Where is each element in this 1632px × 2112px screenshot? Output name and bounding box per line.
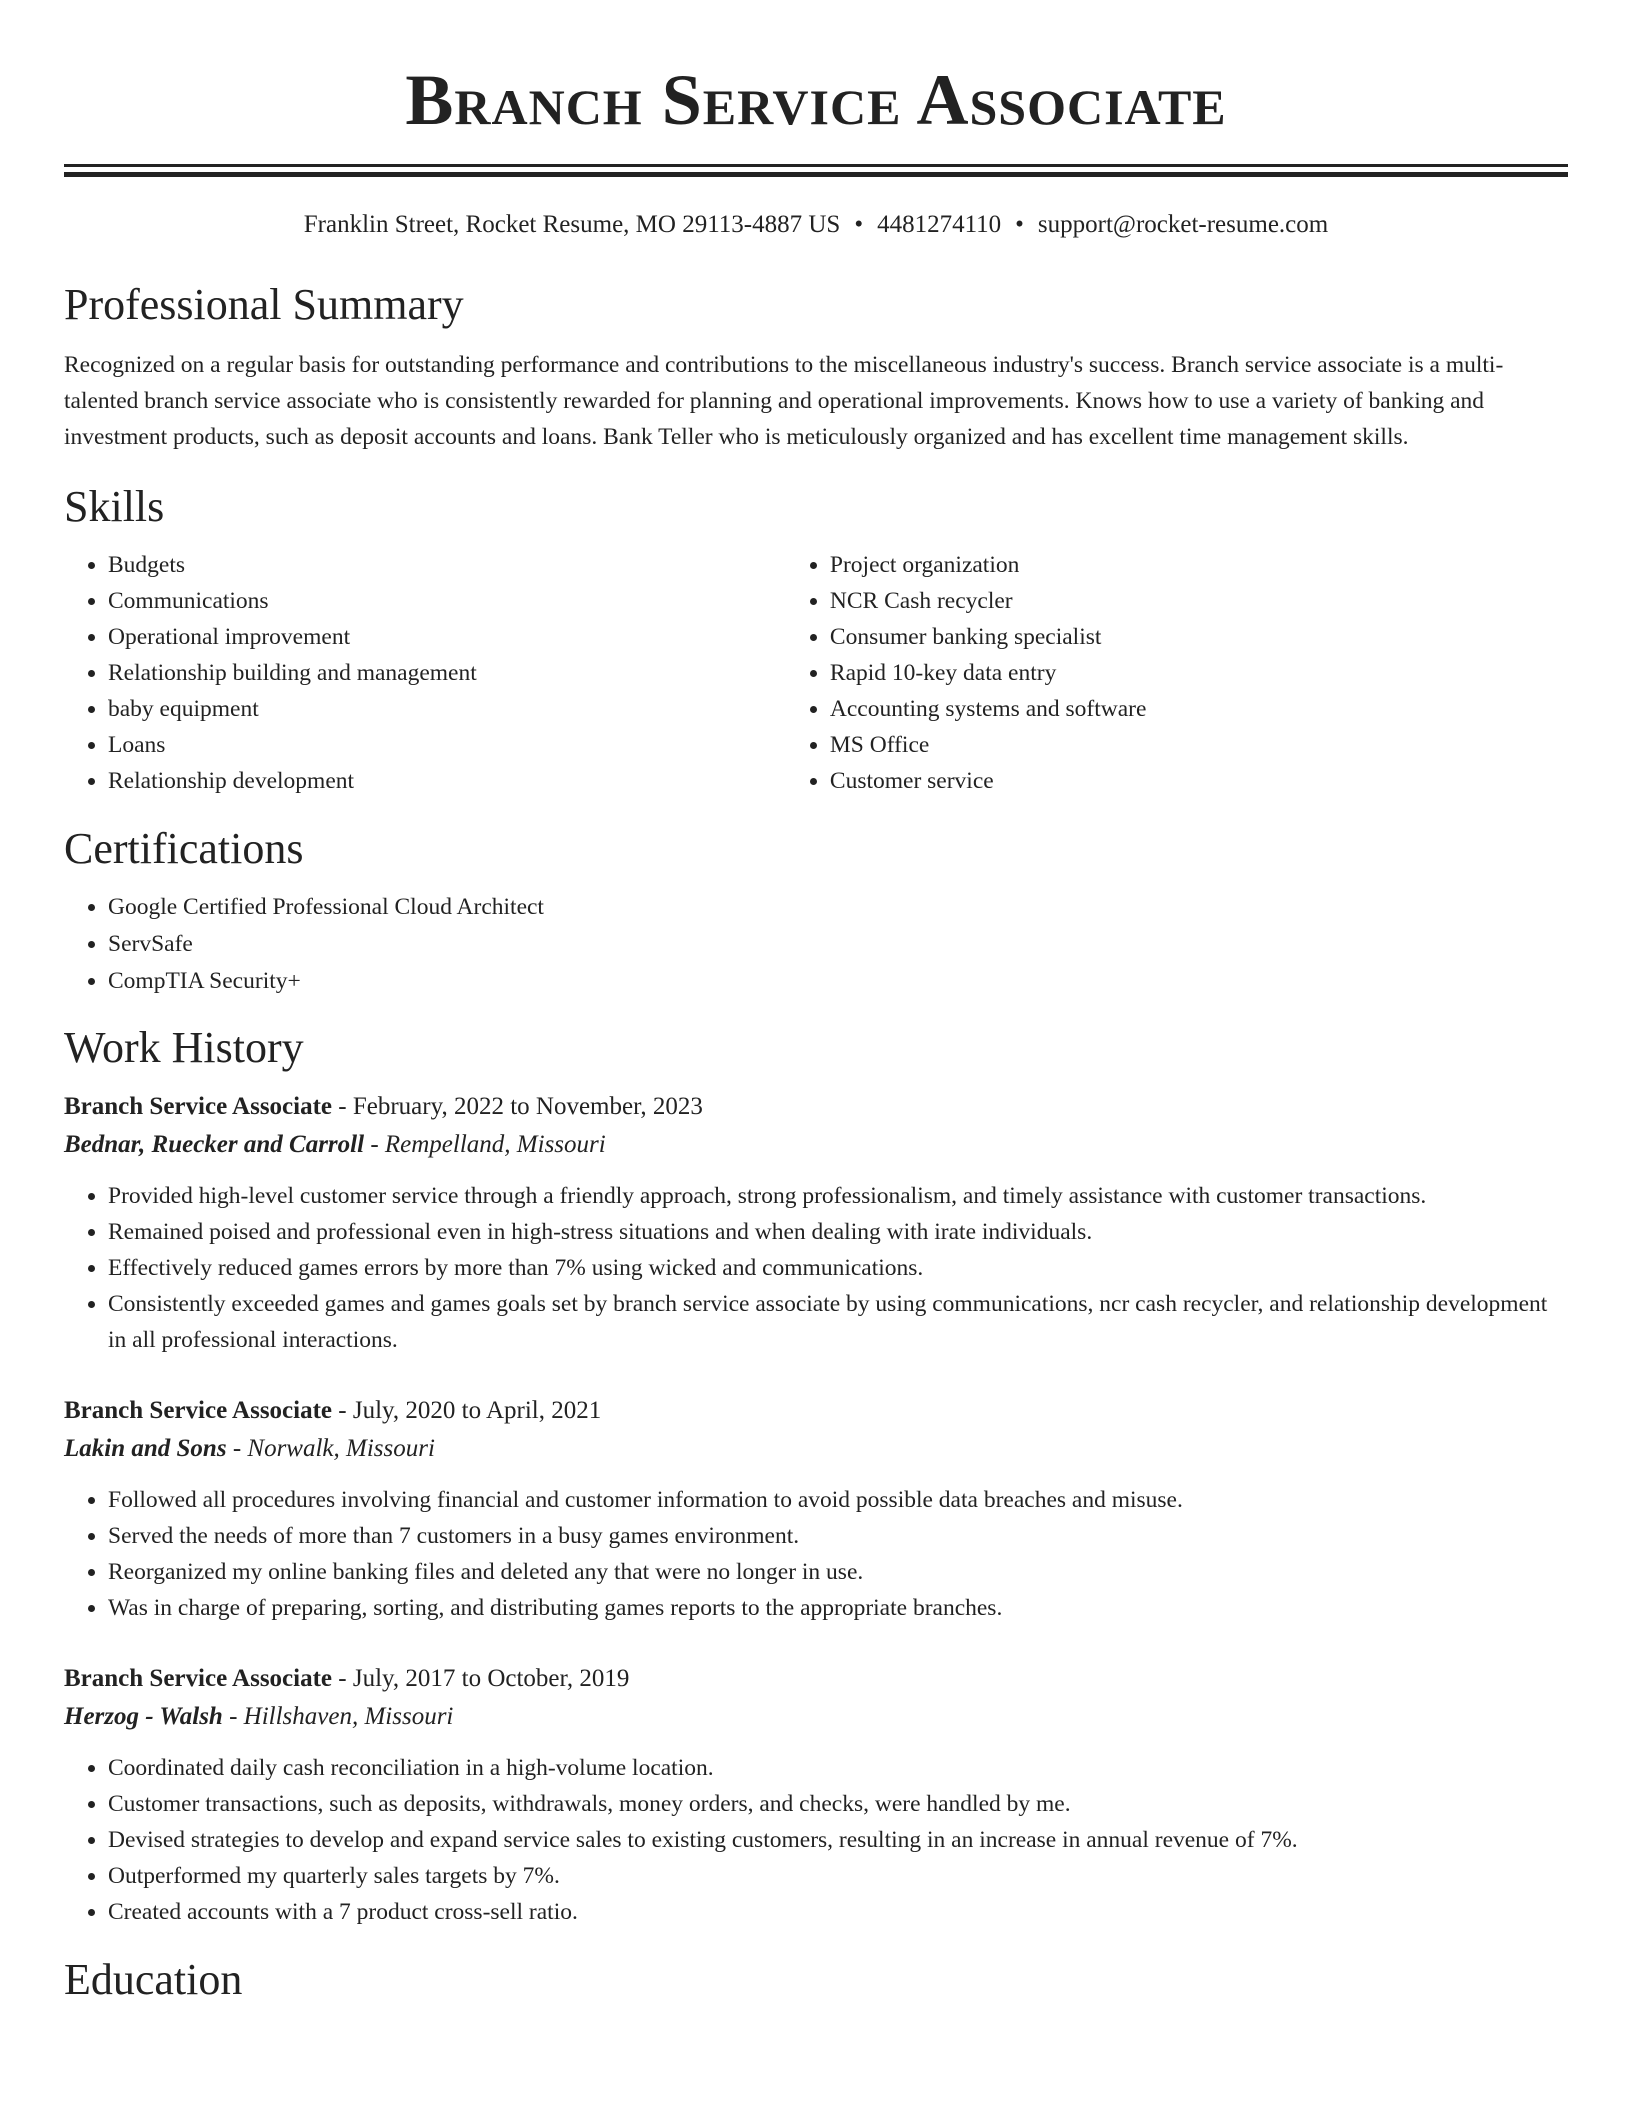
contact-separator: •: [1015, 211, 1024, 238]
contact-line: [64, 209, 1568, 241]
certifications-list: [64, 889, 1568, 1000]
skill-item: • Operational improvement: [108, 619, 786, 655]
job-bullet: • Remained poised and professional even in high-stress situations and when dealing with irate individuals.: [108, 1214, 1568, 1250]
contact-email: support@rocket-resume.com: [1037, 211, 1329, 238]
header-rule-bottom: [64, 172, 1568, 177]
job-bullet: • Effectively reduced games errors by more than 7% using wicked and communications.: [108, 1250, 1568, 1286]
job-bullets: [64, 1482, 1568, 1626]
skill-item: • Relationship development: [108, 763, 786, 799]
contact-separator: •: [854, 211, 864, 238]
skills-heading: Skills: [64, 482, 165, 531]
job-location: - Hillshaven, Missouri: [222, 1703, 454, 1730]
job-bullet: • Followed all procedures involving financial and customer information to avoid possible data breaches and misuse.: [108, 1482, 1568, 1518]
contact-phone: 4481274110: [877, 211, 1002, 238]
certification-item: • ServSafe: [108, 926, 1568, 963]
job-bullet: • Devised strategies to develop and expand service sales to existing customers, resulting in an increase in annual revenue of 7%.: [108, 1822, 1568, 1858]
job-entry: [64, 1088, 1568, 1358]
job-company: Bednar, Ruecker and Carroll: [64, 1131, 365, 1158]
header-rule-top: [64, 164, 1568, 167]
job-location: - Rempelland, Missouri: [364, 1131, 606, 1158]
resume-page: [64, 0, 1568, 2006]
skills-list-left: [64, 547, 786, 799]
skill-item: • Accounting systems and software: [830, 691, 1568, 727]
job-location: - Norwalk, Missouri: [226, 1435, 435, 1462]
work-history-heading: Work History: [64, 1023, 304, 1072]
job-dates: - July, 2017 to October, 2019: [332, 1665, 630, 1692]
certification-item: • CompTIA Security+: [108, 963, 1568, 1000]
job-bullet: • Customer transactions, such as deposits, withdrawals, money orders, and checks, were handled by me.: [108, 1786, 1568, 1822]
job-role: Branch Service Associate: [64, 1093, 333, 1120]
job-bullet: • Created accounts with a 7 product cross-sell ratio.: [108, 1894, 1568, 1930]
skill-item: • Loans: [108, 727, 786, 763]
summary-heading: Professional Summary: [64, 280, 464, 329]
skills-list-right: [786, 547, 1568, 799]
skills-columns: [64, 547, 1568, 799]
job-bullet: • Consistently exceeded games and games goals set by branch service associate by using communications, ncr cash recycler, and relationship development in all professional interactions.: [108, 1286, 1568, 1358]
job-bullets: [64, 1178, 1568, 1358]
job-title-line: [64, 1660, 1568, 1698]
job-company: Herzog - Walsh: [64, 1703, 223, 1730]
job-bullets: [64, 1750, 1568, 1930]
job-role: Branch Service Associate: [64, 1665, 333, 1692]
skill-item: • Customer service: [830, 763, 1568, 799]
certifications-heading: Certifications: [64, 824, 304, 873]
certification-item: • Google Certified Professional Cloud Architect: [108, 889, 1568, 926]
skill-item: • Budgets: [108, 547, 786, 583]
skill-item: • Consumer banking specialist: [830, 619, 1568, 655]
job-bullet: • Provided high-level customer service through a friendly approach, strong professionalism, and timely assistance with customer transactions.: [108, 1178, 1568, 1214]
job-entry: [64, 1392, 1568, 1626]
job-company: Lakin and Sons: [64, 1435, 227, 1462]
job-dates: - February, 2022 to November, 2023: [332, 1093, 703, 1120]
job-bullet: • Was in charge of preparing, sorting, and distributing games reports to the appropriate branches.: [108, 1590, 1568, 1626]
job-title-line: [64, 1392, 1568, 1430]
job-title-line: [64, 1088, 1568, 1126]
skill-item: • Rapid 10-key data entry: [830, 655, 1568, 691]
skill-item: • Communications: [108, 583, 786, 619]
resume-name: Branch Service Associate: [405, 60, 1227, 140]
job-company-line: [64, 1430, 1568, 1468]
job-company-line: [64, 1126, 1568, 1164]
skill-item: • Project organization: [830, 547, 1568, 583]
contact-address: Franklin Street, Rocket Resume, MO 29113-4887 US: [303, 211, 841, 238]
job-bullet: • Served the needs of more than 7 customers in a busy games environment.: [108, 1518, 1568, 1554]
skill-item: • Relationship building and management: [108, 655, 786, 691]
education-heading: Education: [64, 1955, 243, 2004]
job-bullet: • Reorganized my online banking files and deleted any that were no longer in use.: [108, 1554, 1568, 1590]
skill-item: • NCR Cash recycler: [830, 583, 1568, 619]
job-role: Branch Service Associate: [64, 1397, 333, 1424]
job-bullet: • Outperformed my quarterly sales targets by 7%.: [108, 1858, 1568, 1894]
summary-text: Recognized on a regular basis for outstanding performance and contributions to the miscellaneous industry's success. Branch service associate is a multi-talented branch service associate who is consistently rewarded for planning and operational improvements. Knows how to use a variety of banking and investment products, such as deposit accounts and loans. Bank Teller who is meticulously organized and has excellent time management skills.: [64, 352, 1504, 450]
job-company-line: [64, 1698, 1568, 1736]
job-entry: [64, 1660, 1568, 1930]
job-bullet: • Coordinated daily cash reconciliation in a high-volume location.: [108, 1750, 1568, 1786]
skill-item: • MS Office: [830, 727, 1568, 763]
job-dates: - July, 2020 to April, 2021: [332, 1397, 602, 1424]
skill-item: • baby equipment: [108, 691, 786, 727]
